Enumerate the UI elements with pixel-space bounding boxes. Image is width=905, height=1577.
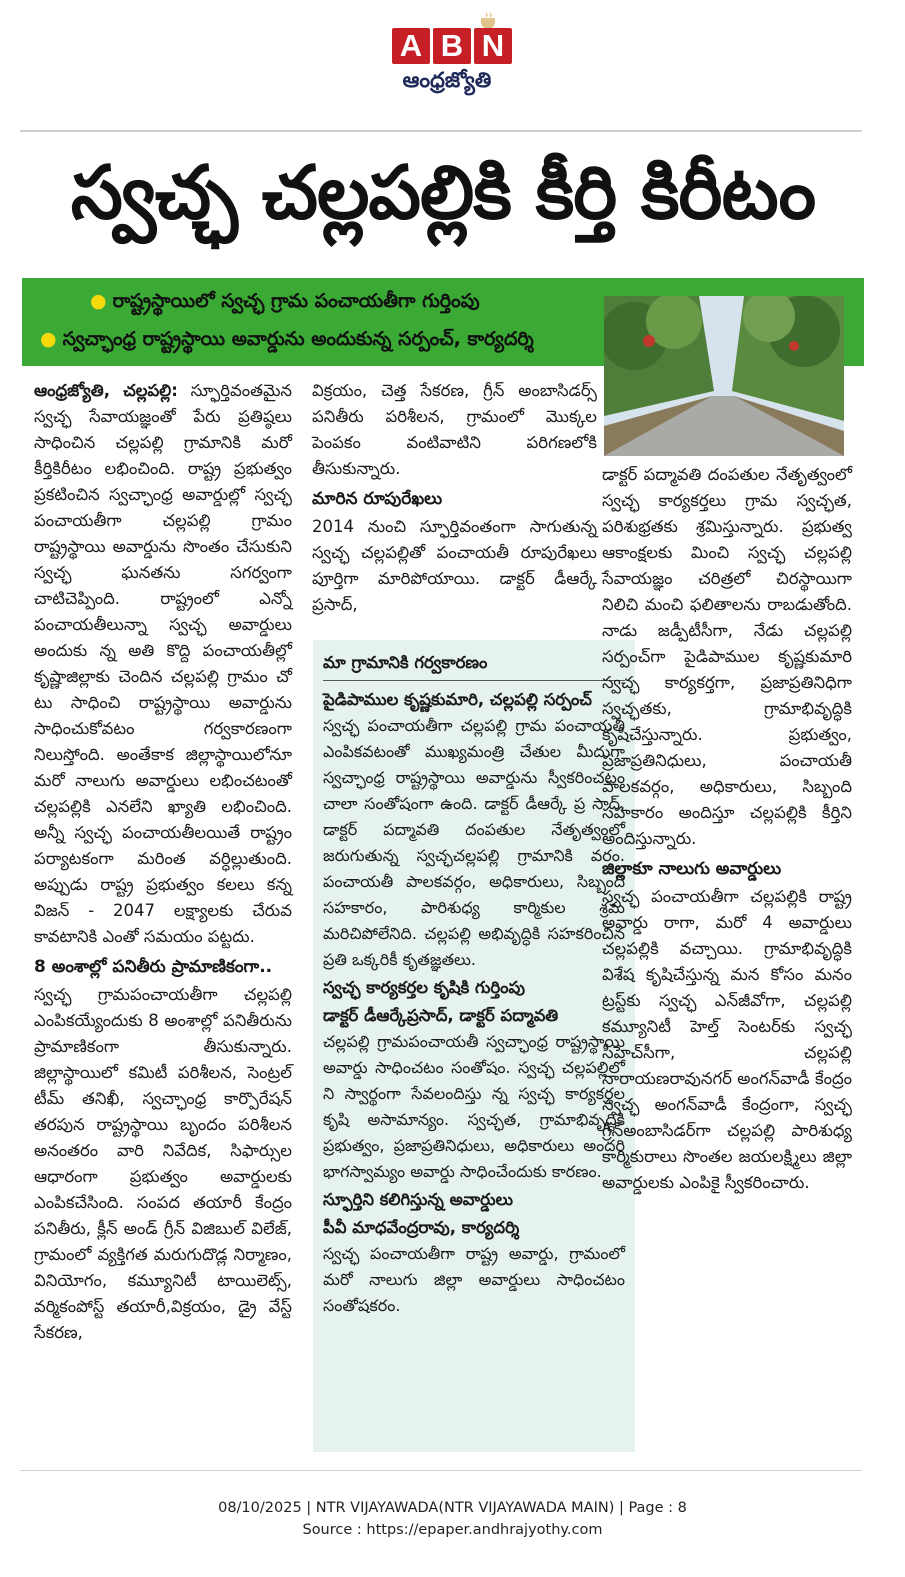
page-footer [0,1497,905,1541]
logo-letter-a: A [392,28,430,64]
quote-heading: స్ఫూర్తిని కలిగిస్తున్న అవార్డులు [323,1190,513,1209]
body-paragraph: డాక్టర్ పద్మావతి దంపతుల నేతృత్వంలో స్వచ్ఛ కార్యకర్తలు గ్రామ స్వచ్ఛత, పరిశుభ్రతకు శ్రమిస్తున్నారు. ప్రభుత్వ ఆకాంక్షలకు మించి స్వచ్ఛ చల్లపల్లి సేవాయజ్ఞం చరిత్రలో చిరస్థాయిగా నిలిచి మంచి ఫలితాలను రాబడుతోంది. నాడు జడ్పీటీసీగా, నేడు చల్లపల్లి సర్పంచ్‌గా పైడిపాముల కృష్ణకుమారి స్వచ్ఛ కార్యకర్తగా, ప్రజాప్రతినిధిగా స్వచ్ఛతకు, గ్రామాభివృద్ధికి కృషిచేస్తున్నారు. ప్రభుత్వం, ప్రజాప్రతినిధులు, పంచాయతీ పాలకవర్గం, అధికారులు, సిబ్బంది సహకారం అందిస్తూ చల్లపల్లికి కీర్తిని అందిస్తున్నారు. [602,465,852,848]
quote-text: స్వచ్ఛ పంచాయతీగా రాష్ట్ర అవార్డు, గ్రామంలో మరో నాలుగు జిల్లా అవార్డులు సాధించటం సంతోషకరం. [323,1244,625,1315]
subheading: మారిన రూపురేఖలు [312,489,443,509]
article-column-3 [602,462,852,1196]
article-column-1 [34,378,292,1346]
brand-name-telugu: ఆంధ్రజ్యోతి [402,68,492,92]
headline: స్వచ్ఛ చల్లపల్లికి కీర్తి కిరీటం [70,150,816,236]
quotes-sidebar [313,640,635,1452]
body-paragraph: విక్రయం, చెత్త సేకరణ, గ్రీన్ అంబాసిడర్స్ పనితీరు పరిశీలన, గ్రామంలో మొక్కల పెంపకం వంటివాటిని పరిగణలోకి తీసుకున్నారు. [312,381,597,478]
quote-attribution: డాక్టర్ డీఆర్కేప్రసాద్, డాక్టర్ పద్మావతి [323,1006,559,1025]
quote-heading: మా గ్రామానికి గర్వకారణం [323,653,488,672]
footer-rule [20,1470,862,1471]
quote-attribution: పైడిపాముల కృష్ణకుమారి, చల్లపల్లి సర్పంచ్ [323,690,592,709]
quote-text: చల్లపల్లి గ్రామపంచాయతీ స్వచ్ఛాంధ్ర రాష్ట్రస్థాయి అవార్డు సాధించటం సంతోషం. స్వచ్ఛ చల్లపల్లిలో ని స్వార్థంగా సేవలందిస్తు న్న స్వచ్ఛ కార్యకర్తల కృషి అసామాన్యం. స్వచ్ఛత, గ్రామాభివృద్ధికి ప్రభుత్వం, ప్రజాప్రతినిధులు, అధికారులు అందరి భాగస్వామ్యం అవార్డు సాధించేందుకు కారణం. [323,1032,625,1181]
subheading: 8 అంశాల్లో పనితీరు ప్రామాణికంగా.. [34,957,273,977]
quote-text: స్వచ్ఛ పంచాయతీగా చల్లపల్లి గ్రామ పంచాయతీ ఎంపికవటంతో ముఖ్యమంత్రి చేతుల మీదుగా స్వచ్ఛాంధ్ర రాష్ట్రస్థాయి అవార్డును స్వీకరించటం చాలా సంతోషంగా ఉంది. డాక్టర్ డీఆర్కే ప్ర సాద్, డాక్టర్ పద్మావతి దంపతుల నేతృత్వంలో జరుగుతున్న స్వచ్ఛచల్లపల్లి గ్రామానికి వరం. పంచాయతీ పాలకవర్గం, అధికారులు, సిబ్బంది సహకారం, పారిశుధ్య కార్మికుల శ్రమ మరిచిపోలేనిది. చల్లపల్లి అభివృద్ధికి సహకరించిన ప్రతి ఒక్కరికీ కృతజ్ఞతలు. [323,716,625,969]
tree-lined-road-image [604,296,844,456]
quote-heading: స్వచ్ఛ కార్యకర్తల కృషికి గుర్తింపు [323,978,525,997]
dateline: ఆంధ్రజ్యోతి, చల్లపల్లి: [34,381,178,400]
lead-paragraph: ఆంధ్రజ్యోతి, చల్లపల్లి: స్ఫూర్తివంతమైన స్వచ్ఛ సేవాయజ్ఞంతో పేరు ప్రతిష్ఠలు సాధించిన చల్లపల్లి గ్రామానికి మరో కీర్తికిరీటం లభించింది. రాష్ట్ర ప్రభుత్వం ప్రకటించిన స్వచ్ఛాంధ్ర అవార్డుల్లో స్వచ్ఛ పంచాయతీగా చల్లపల్లి గ్రామం రాష్ట్రస్థాయి అవార్డును సొంతం చేసుకుని స్వచ్ఛ ఘనతను సగర్వంగా చాటిచెప్పింది. రాష్ట్రంలో ఎన్నో పంచాయతీలున్నా స్వచ్ఛ అవార్డులు అందుకు న్న అతి కొద్ది పంచాయతీల్లో కృష్ణాజిల్లాకు చెందిన చల్లపల్లి గ్రామం చో టు సాధించి రాష్ట్రస్థాయి అవార్డును సాధించుకోవటం గర్వకారణంగా నిలుస్తోంది. అంతేకాక జిల్లాస్థాయిలోనూ మరో నాలుగు అవార్డులు లభించటంతో చల్లపల్లికి ఎనలేని ఖ్యాతి లభించింది. అన్నీ స్వచ్ఛ పంచాయతీలయితే రాష్ట్రం పర్యాటకంగా మరింత వర్ధిల్లుతుంది. అప్పుడు రాష్ట్ర ప్రభుత్వం కలలు కన్న విజన్ - 2047 లక్ష్యాలకు చేరువ కావటానికి ఎంతో సమయం పట్టదు. [34,381,293,946]
body-paragraph: స్వచ్ఛ పంచాయతీగా చల్లపల్లికి రాష్ట్ర అవార్డు రాగా, మరో 4 అవార్డులు చల్లపల్లికి వచ్చాయి. గ్రామాభివృద్ధికి విశేష కృషిచేస్తున్న మన కోసం మనం ట్రస్ట్‌కు స్వచ్ఛ ఎన్‌జీవోగా, చల్లపల్లి కమ్యూనిటీ హెల్త్ సెంటర్‌కు స్వచ్ఛ సీహెచ్‌సీగా, చల్లపల్లి నారాయణరావునగర్ అంగన్‌వాడీ కేంద్రం స్వచ్ఛ అంగన్‌వాడీ కేంద్రంగా, స్వచ్ఛ గ్రీన్‌అంబాసిడర్‌గా చల్లపల్లి పారిశుధ్య కార్మికురాలు సొంతల జయలక్ష్మిలు జిల్లా అవార్డులకు ఎంపికై స్వీకరించారు. [602,887,852,1192]
article-column-2 [312,378,597,618]
body-paragraph: స్వచ్ఛ గ్రామపంచాయతీగా చల్లపల్లి ఎంపికయ్యేందుకు 8 అంశాల్లో పనితీరును ప్రామాణికంగా తీసుకున్నారు. జిల్లాస్థాయిలో కమిటీ పరిశీలన, సెంట్రల్ టీమ్ తనిఖీ, స్వచ్ఛాంధ్ర కార్పొరేషన్ తరపున రాష్ట్రస్థాయి బృందం పరిశీలన అనంతరం వారి నివేదిక, సిఫార్సుల ఆధారంగా ప్రభుత్వం అవార్డులకు ఎంపికచేసింది. సంపద తయారీ కేంద్రం పనితీరు, క్లీన్ అండ్ గ్రీన్ విజిబుల్ విలేజ్, గ్రామంలో వ్యక్తిగత మరుగుదొడ్ల నిర్మాణం, వినియోగం, కమ్యూనిటీ టాయిలెట్స్, వర్మికంపోస్ట్ తయారీ,విక్రయం, డ్రై వేస్ట్ సేకరణ, [34,985,292,1342]
edition-info: 08/10/2025 | NTR VIJAYAWADA(NTR VIJAYAWADA MAIN) | Page : 8 [218,1500,687,1516]
abn-andhrajyothy-logo [378,12,528,102]
masthead-rule [20,130,862,132]
body-paragraph: 2014 నుంచి స్ఫూర్తివంతంగా సాగుతున్న స్వచ్ఛ చల్లపల్లితో పంచాయతీ రూపురేఖలు పూర్తిగా మారిపోయాయి. డాక్టర్ డీఆర్కే ప్రసాద్, [312,517,597,614]
cup-icon [478,12,500,28]
road-photo [604,296,844,456]
logo-letter-n: N [474,28,512,64]
source-link[interactable]: Source : https://epaper.andhrajyothy.com [302,1522,603,1538]
bullet-icon: ● [40,328,57,350]
divider [323,680,625,681]
bullet-icon: ● [90,290,107,312]
highlight-item: ● రాష్ట్రస్థాయిలో స్వచ్ఛ గ్రామ పంచాయతీగా గుర్తింపు [90,290,480,312]
subheading: జిల్లాకూ నాలుగు అవార్డులు [602,859,782,879]
quote-attribution: పీవీ మాధవేంద్రరావు, కార్యదర్శి [323,1218,520,1237]
logo-letter-b: B [433,28,471,64]
highlight-item: ● స్వచ్ఛాంధ్ర రాష్ట్రస్థాయి అవార్డును అందుకున్న సర్పంచ్, కార్యదర్శి [40,328,534,350]
